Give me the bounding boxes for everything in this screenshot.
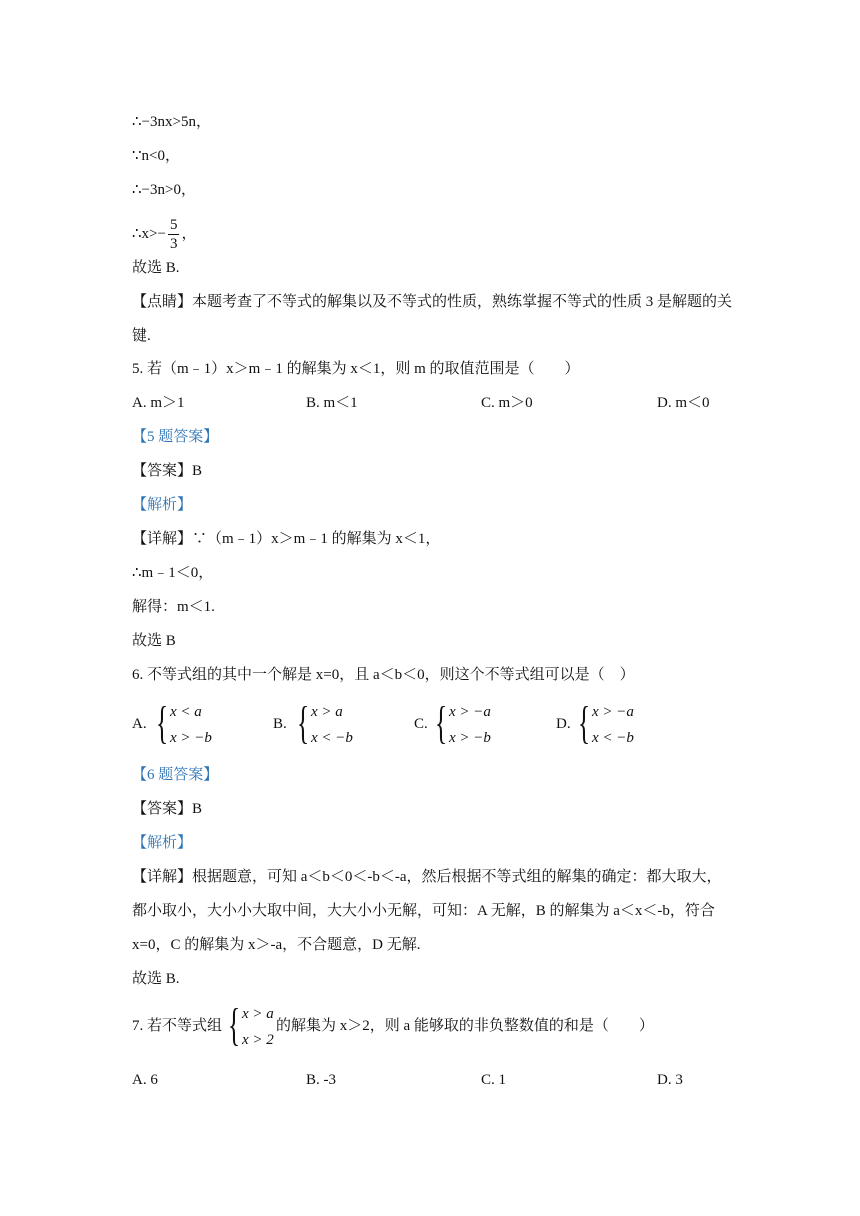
answer-header: 【6 题答案】 [132, 767, 219, 783]
question-7-prefix: 7. 若不等式组 [132, 1018, 223, 1034]
option-b: B. m＜1 [306, 395, 358, 411]
inequality: x < −b [311, 730, 353, 746]
comment-line: 键. [132, 328, 151, 344]
option-a: A. m＞1 [132, 395, 185, 411]
option-d-label: D. [556, 716, 571, 732]
solution-step-fraction [132, 214, 196, 254]
choice-line: 故选 B. [132, 260, 180, 276]
inequality: x > 2 [242, 1032, 274, 1048]
brace-icon: { [228, 999, 241, 1050]
question-5: 5. 若（m﹣1）x＞m﹣1 的解集为 x＜1，则 m 的取值范围是（ ） [132, 361, 580, 377]
option-d: D. m＜0 [657, 395, 710, 411]
fraction [168, 216, 180, 253]
inequality: x > −b [170, 730, 212, 746]
choice-line: 故选 B. [132, 971, 180, 987]
solution-step: ∴−3nx>5n， [132, 114, 211, 130]
option-c-label: C. [414, 716, 428, 732]
step-prefix: ∴x>− [132, 226, 166, 242]
inequality: x > −a [449, 704, 491, 720]
step-suffix: ， [181, 226, 197, 242]
option-b: B. -3 [306, 1072, 336, 1088]
detail-line: x=0，C 的解集为 x＞-a，不合题意，D 无解. [132, 937, 421, 953]
inequality: x < −b [592, 730, 634, 746]
option-c: C. m＞0 [481, 395, 533, 411]
answer-header: 【5 题答案】 [132, 429, 219, 445]
detail-line: 【详解】∵（m﹣1）x＞m﹣1 的解集为 x＜1， [132, 531, 441, 547]
option-b-label: B. [273, 716, 287, 732]
option-a-label: A. [132, 716, 147, 732]
inequality: x > a [242, 1006, 274, 1022]
question-7-suffix: 的解集为 x＞2，则 a 能够取的非负整数值的和是（ ） [276, 1018, 654, 1034]
detail-line: ∴m﹣1＜0， [132, 565, 214, 581]
comment-line: 【点睛】本题考查了不等式的解集以及不等式的性质，熟练掌握不等式的性质 3 是解题的关 [132, 294, 733, 310]
detail-line: 解得：m＜1. [132, 599, 215, 615]
option-a: A. 6 [132, 1072, 158, 1088]
analysis-header: 【解析】 [132, 835, 193, 851]
inequality: x < a [170, 704, 202, 720]
inequality: x > a [311, 704, 343, 720]
choice-line: 故选 B [132, 633, 176, 649]
fraction-numerator: 5 [169, 217, 178, 234]
inequality: x > −b [449, 730, 491, 746]
brace-icon: { [435, 697, 448, 748]
inequality: x > −a [592, 704, 634, 720]
option-c: C. 1 [481, 1072, 507, 1088]
answer-line: 【答案】B [132, 801, 203, 817]
answer-line: 【答案】B [132, 463, 203, 479]
detail-line: 【详解】根据题意，可知 a＜b＜0＜-b＜-a，然后根据不等式组的解集的确定：都大取大， [132, 869, 722, 885]
brace-icon: { [156, 697, 169, 748]
option-d: D. 3 [657, 1072, 683, 1088]
brace-icon: { [578, 697, 591, 748]
analysis-header: 【解析】 [132, 497, 193, 513]
solution-step: ∵n<0， [132, 148, 181, 164]
question-6: 6. 不等式组的其中一个解是 x=0，且 a＜b＜0，则这个不等式组可以是（ ） [132, 667, 635, 683]
brace-icon: { [297, 697, 310, 748]
fraction-denominator: 3 [169, 236, 178, 253]
detail-line: 都小取小，大小小大取中间，大大小小无解，可知：A 无解，B 的解集为 a＜x＜-b，符合 [132, 903, 715, 919]
solution-step: ∴−3n>0， [132, 182, 196, 198]
